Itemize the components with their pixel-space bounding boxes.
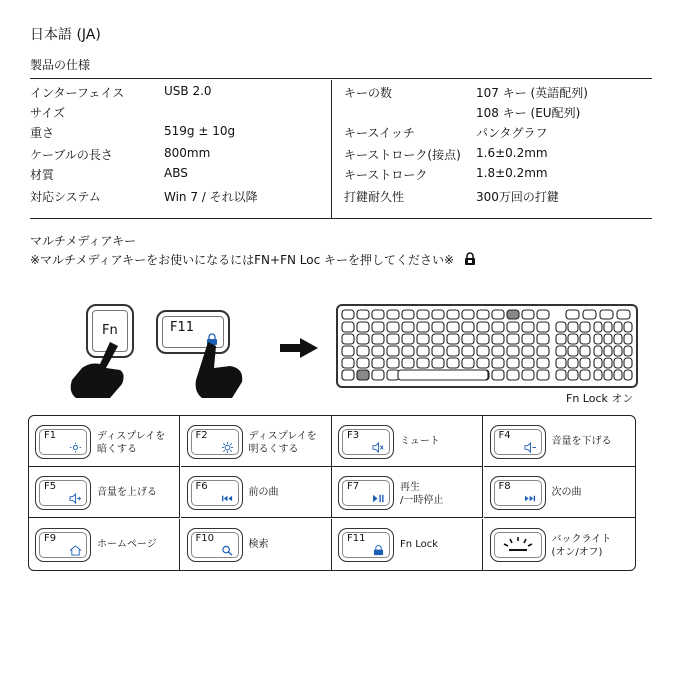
keyboard-key	[537, 322, 549, 332]
keyboard-key	[417, 310, 429, 319]
keyboard-key	[604, 322, 612, 332]
keyboard-key	[522, 346, 534, 356]
fkey-description	[552, 435, 612, 448]
fkey-description	[249, 430, 317, 456]
keyboard-key	[432, 322, 444, 332]
fkey-description	[400, 435, 440, 448]
spec-right-value: 1.8±0.2mm	[476, 166, 548, 180]
keyboard-key	[462, 358, 474, 368]
keyboard-key	[372, 358, 384, 368]
fkey-description	[552, 486, 582, 499]
fkey-label: F2	[195, 430, 208, 441]
fkey-label: F9	[44, 532, 57, 544]
keyboard-key	[624, 358, 632, 368]
keyboard-key	[507, 322, 519, 332]
keyboard-key	[580, 358, 590, 368]
keyboard-key	[614, 358, 622, 368]
fkey-label: F6	[195, 481, 208, 493]
keyboard-key	[604, 370, 612, 380]
spec-right-value: 1.6±0.2mm	[476, 146, 548, 160]
spec-right-value: 300万回の打鍵	[476, 190, 559, 204]
fkey-desc-line: ホームページ	[97, 538, 157, 550]
fkey-desc-line: 検索	[248, 538, 269, 550]
spec-right-label: 打鍵耐久性	[344, 190, 405, 204]
section-title: 製品の仕様	[30, 58, 91, 72]
fkey-f8	[490, 476, 546, 510]
keyboard-key	[556, 346, 566, 356]
keyboard-key	[594, 358, 602, 368]
brightness-up-icon	[221, 442, 234, 453]
fkey-f10	[187, 528, 243, 562]
fkey-desc-line: 前の曲	[248, 487, 279, 499]
fkey-desc-line: (オン/オフ)	[551, 546, 603, 558]
fkey-cell-f2	[181, 416, 332, 467]
fkey-cell-f4	[484, 416, 635, 467]
spec-right-label: キースイッチ	[344, 126, 415, 140]
keyboard-key	[417, 322, 429, 332]
keyboard-key	[492, 346, 504, 356]
keyboard-key	[580, 334, 590, 344]
fkey-cell-f10	[181, 519, 332, 570]
fn-lock-caption: Fn Lock オン	[566, 392, 634, 405]
keyboard-key	[402, 358, 414, 368]
spec-left-value: 800mm	[164, 146, 211, 160]
keyboard-key	[568, 322, 578, 332]
pressing-hand-icon	[66, 340, 136, 403]
keyboard-key	[492, 310, 504, 319]
spec-left-label: インターフェイス	[30, 86, 125, 100]
keyboard-key	[556, 370, 566, 380]
keyboard-key	[477, 346, 489, 356]
spec-right-label: キーストローク	[344, 168, 428, 182]
keyboard-key	[614, 334, 622, 344]
previous-track-icon	[221, 493, 234, 504]
keyboard-key	[357, 370, 369, 380]
play-pause-icon	[372, 493, 385, 504]
multimedia-note	[30, 251, 476, 269]
keyboard-key	[507, 370, 519, 380]
keyboard-key	[447, 334, 459, 344]
mute-icon	[372, 442, 385, 453]
fn-key-label: Fn	[102, 323, 118, 338]
fkey-label: F1	[44, 430, 57, 441]
keyboard-key	[507, 334, 519, 344]
fkey-desc-line: Fn Lock	[400, 538, 439, 550]
table-top-rule	[30, 78, 652, 79]
keyboard-key	[447, 310, 459, 319]
keyboard-key	[624, 334, 632, 344]
keyboard-key	[447, 346, 459, 356]
keyboard-key	[342, 346, 354, 356]
keyboard-key	[417, 334, 429, 344]
search-icon	[221, 545, 234, 556]
keyboard-key	[522, 358, 534, 368]
spec-right-value: パンタグラフ	[476, 126, 548, 140]
keyboard-key	[537, 370, 549, 380]
keyboard-key	[507, 358, 519, 368]
fkey-cell-f5	[29, 467, 180, 518]
keyboard-key	[522, 370, 534, 380]
keyboard-key	[522, 310, 534, 319]
keyboard-key	[604, 358, 612, 368]
fkey-desc-line: ミュート	[400, 436, 440, 447]
fkey-desc-line: 明るくする	[248, 444, 299, 455]
fkey-f6	[187, 476, 243, 510]
spec-right-label: キーストローク(接点)	[344, 148, 461, 162]
keyboard-key	[402, 346, 414, 356]
fkey-label: F8	[498, 481, 511, 493]
fkey-label: F10	[195, 532, 214, 544]
keyboard-key	[492, 322, 504, 332]
keyboard-key	[398, 370, 488, 380]
fkey-description	[400, 481, 443, 507]
keyboard-key	[357, 310, 369, 319]
keyboard-key	[537, 334, 549, 344]
fkey-f2	[187, 425, 243, 459]
keyboard-key	[477, 310, 489, 319]
lock-icon	[372, 545, 385, 556]
keyboard-key	[594, 370, 602, 380]
keyboard-key	[492, 370, 504, 380]
spec-left-label: 重さ	[30, 126, 55, 140]
keyboard-key	[432, 334, 444, 344]
fkey-description	[97, 486, 157, 499]
keyboard-key	[580, 322, 590, 332]
fkey-f1	[35, 425, 91, 459]
spec-left-label: 材質	[30, 168, 55, 182]
fkey-cell-backlight	[484, 519, 635, 570]
keyboard-key	[387, 370, 399, 380]
keyboard-key	[402, 334, 414, 344]
keyboard-key	[372, 322, 384, 332]
fkey-desc-line: /一時停止	[400, 495, 444, 507]
fkey-f9	[35, 528, 91, 562]
keyboard-key	[417, 346, 429, 356]
keyboard-key	[507, 310, 519, 319]
backlight-icon	[499, 535, 537, 555]
keyboard-key	[507, 346, 519, 356]
fkey-desc-line: 再生	[400, 482, 420, 494]
keyboard-key	[402, 322, 414, 332]
keyboard-key	[387, 346, 399, 356]
keyboard-key	[432, 346, 444, 356]
keyboard-key	[417, 358, 429, 368]
fkey-description	[249, 538, 269, 551]
fkey-label: F4	[498, 430, 511, 441]
fkey-cell-f11	[332, 519, 483, 570]
spec-left-value: USB 2.0	[164, 84, 212, 98]
fkey-cell-f9	[29, 519, 180, 570]
keyboard-key	[432, 358, 444, 368]
fkey-label: F7	[347, 481, 360, 493]
keyboard-key	[462, 322, 474, 332]
spec-left-label: 対応システム	[30, 190, 101, 204]
volume-up-icon	[69, 493, 82, 504]
keyboard-key	[604, 334, 612, 344]
home-icon	[69, 545, 82, 556]
keyboard-key	[580, 370, 590, 380]
fkey-f5	[35, 476, 91, 510]
keyboard-key	[357, 322, 369, 332]
fkey-f4	[490, 425, 546, 459]
keyboard-key	[537, 310, 549, 319]
keyboard-key	[342, 310, 354, 319]
table-divider	[331, 80, 332, 218]
keyboard-key	[387, 358, 399, 368]
keyboard-key	[568, 346, 578, 356]
fkey-desc-line: 音量を上げる	[97, 487, 157, 499]
keyboard-key	[357, 358, 369, 368]
fkey-description	[552, 533, 612, 559]
keyboard-key	[357, 334, 369, 344]
keyboard-key	[462, 346, 474, 356]
keyboard-key	[372, 346, 384, 356]
keyboard-key	[462, 310, 474, 319]
keyboard-key	[594, 346, 602, 356]
fkey-f3	[338, 425, 394, 459]
spec-left-label: サイズ	[30, 106, 66, 120]
keyboard-key	[566, 310, 579, 319]
keyboard-key	[387, 310, 399, 319]
fkey-label: F5	[44, 481, 57, 493]
fkey-backlight	[490, 528, 546, 562]
f11-key-label: F11	[170, 320, 195, 335]
keyboard-key	[594, 334, 602, 344]
fkey-cell-f3	[332, 416, 483, 467]
keyboard-key	[556, 334, 566, 344]
keyboard-key	[522, 334, 534, 344]
pressing-hand-icon	[186, 340, 256, 403]
language-heading: 日本語 (JA)	[30, 27, 101, 43]
table-bottom-rule	[30, 218, 652, 219]
keyboard-key	[492, 358, 504, 368]
keyboard-key	[624, 346, 632, 356]
fkey-desc-line: 暗くする	[97, 444, 137, 455]
fkey-description	[400, 538, 438, 551]
fkey-label: F3	[347, 430, 360, 441]
fkey-label: F11	[347, 532, 366, 544]
keyboard-key	[583, 310, 596, 319]
keyboard-key	[556, 358, 566, 368]
fkey-cell-f1	[29, 416, 180, 467]
fkey-cell-f6	[181, 467, 332, 518]
keyboard-key	[594, 322, 602, 332]
keyboard-key	[387, 334, 399, 344]
keyboard-key	[372, 370, 384, 380]
keyboard-illustration	[336, 304, 638, 388]
keyboard-key	[617, 310, 630, 319]
fkey-description	[97, 538, 157, 551]
fkey-desc-line: バックライト	[551, 533, 612, 545]
brightness-down-icon	[69, 442, 82, 453]
keyboard-key	[614, 346, 622, 356]
keyboard-key	[342, 370, 354, 380]
keyboard-key	[462, 334, 474, 344]
spec-left-value: Win 7 / それ以降	[164, 190, 258, 204]
keyboard-key	[492, 334, 504, 344]
volume-down-icon	[524, 442, 537, 453]
multimedia-note-text: ※マルチメディアキーをお使いになるにはFN+FN Loc キーを押してください※	[30, 253, 455, 267]
keyboard-key	[600, 310, 613, 319]
keyboard-key	[624, 322, 632, 332]
keyboard-key	[342, 358, 354, 368]
next-track-icon	[524, 493, 537, 504]
keyboard-key	[522, 322, 534, 332]
fkey-desc-line: ディスプレイを	[248, 431, 317, 442]
keyboard-key	[614, 322, 622, 332]
keyboard-key	[342, 322, 354, 332]
keyboard-key	[556, 322, 566, 332]
keyboard-key	[357, 346, 369, 356]
multimedia-title: マルチメディアキー	[30, 234, 137, 248]
keyboard-key	[568, 370, 578, 380]
lock-icon	[464, 252, 476, 269]
keyboard-key	[477, 334, 489, 344]
spec-right-value: 108 キー (EU配列)	[476, 106, 581, 120]
fkey-cell-f8	[484, 467, 635, 518]
keyboard-key	[387, 322, 399, 332]
keyboard-key	[614, 370, 622, 380]
keyboard-key	[372, 334, 384, 344]
spec-left-value: 519g ± 10g	[164, 124, 236, 138]
keyboard-key	[604, 346, 612, 356]
spec-right-label: キーの数	[344, 86, 393, 100]
function-key-grid	[28, 415, 636, 571]
keyboard-key	[402, 310, 414, 319]
keyboard-key	[372, 310, 384, 319]
keyboard-key	[580, 346, 590, 356]
keyboard-key	[568, 358, 578, 368]
keyboard-key	[568, 334, 578, 344]
spec-left-value: ABS	[164, 166, 188, 180]
fkey-description	[97, 430, 165, 456]
spec-left-label: ケーブルの長さ	[30, 148, 113, 162]
keyboard-key	[477, 322, 489, 332]
fkey-desc-line: ディスプレイを	[97, 431, 166, 442]
keyboard-key	[624, 370, 632, 380]
keyboard-key	[432, 310, 444, 319]
spec-right-value: 107 キー (英語配列)	[476, 86, 588, 100]
keyboard-key	[537, 358, 549, 368]
keyboard-key	[537, 346, 549, 356]
fkey-f7	[338, 476, 394, 510]
fkey-f11	[338, 528, 394, 562]
keyboard-key	[342, 334, 354, 344]
keyboard-key	[477, 358, 489, 368]
right-arrow-icon	[280, 338, 318, 361]
fkey-description	[249, 486, 279, 499]
keyboard-key	[447, 322, 459, 332]
fkey-desc-line: 次の曲	[551, 487, 582, 499]
keyboard-key	[447, 358, 459, 368]
fkey-desc-line: 音量を下げる	[551, 436, 612, 447]
fkey-cell-f7	[332, 467, 483, 518]
